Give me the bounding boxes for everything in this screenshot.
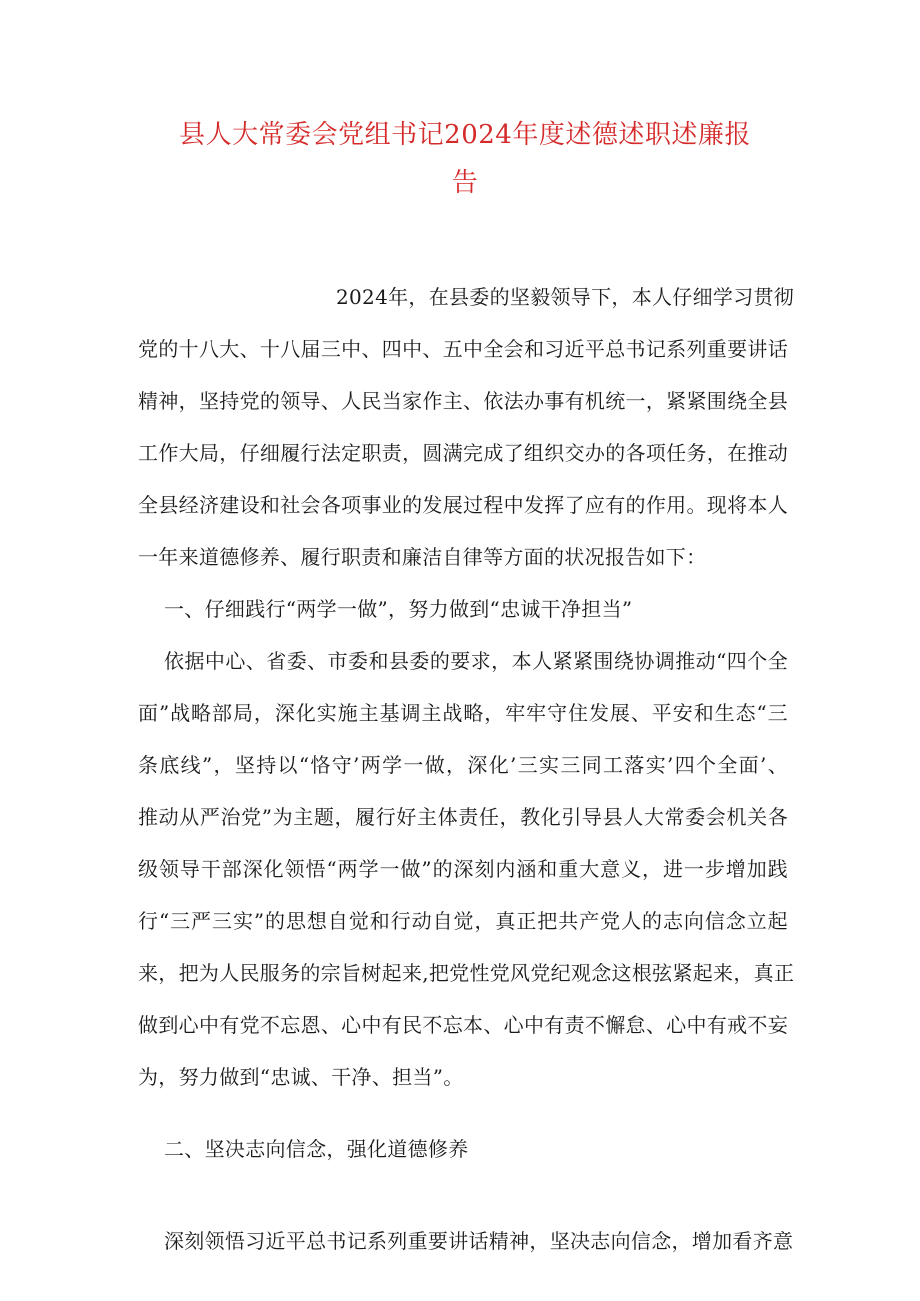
section-1-line: 来，把为人民服务的宗旨树起来,把党性党风党纪观念这根弦紧起来，真正 [138,961,795,985]
intro-line: 精神，坚持党的领导、人民当家作主、依法办事有机统一，紧紧围绕全县 [138,389,788,413]
section-2-heading: 二、坚决志向信念，强化道德修养 [164,1137,469,1161]
intro-line: 工作大局，仔细履行法定职责，圆满完成了组织交办的各项任务，在推动 [138,441,788,465]
section-1-line: 行“三严三实”的思想自觉和行动自觉，真正把共产党人的志向信念立起 [138,909,788,933]
intro-line: 一年来道德修养、履行职责和廉洁自律等方面的状况报告如下： [138,545,707,569]
section-1-line: 依据中心、省委、市委和县委的要求，本人紧紧围绕协调推动“四个全 [164,649,788,673]
section-1-line: 面”战略部局，深化实施主基调主战略，牢牢守住发展、平安和生态“三 [138,701,788,725]
intro-line: 党的十八大、十八届三中、四中、五中全会和习近平总书记系列重要讲话 [138,337,788,361]
intro-line: 2024年，在县委的坚毅领导下，本人仔细学习贯彻 [336,285,795,309]
section-1-line: 条底线”，坚持以“恪守’两学一做，深化’三实三同工落实’四个全面’、 [138,753,788,777]
section-1-heading: 一、仔细践行“两学一做”，努力做到“忠诚干净担当” [164,597,633,621]
section-1-line: 为，努力做到“忠诚、干净、担当”。 [138,1065,464,1089]
intro-line: 全县经济建设和社会各项事业的发展过程中发挥了应有的作用。现将本人 [138,493,788,517]
section-2-line: 深刻领悟习近平总书记系列重要讲话精神，坚决志向信念，增加看齐意 [164,1229,794,1253]
section-1-line: 推动从严治党”为主题，履行好主体责任，教化引导县人大常委会机关各 [138,805,788,829]
report-title-line-1: 县人大常委会党组书记2024年度述德述职述廉报 [179,120,751,150]
section-1-line: 做到心中有党不忘恩、心中有民不忘本、心中有责不懈怠、心中有戒不妄 [138,1013,788,1037]
section-1-line: 级领导干部深化领悟“两学一做”的深刻内涵和重大意义，进一步增加践 [138,857,788,881]
report-title-line-2: 告 [451,168,479,198]
